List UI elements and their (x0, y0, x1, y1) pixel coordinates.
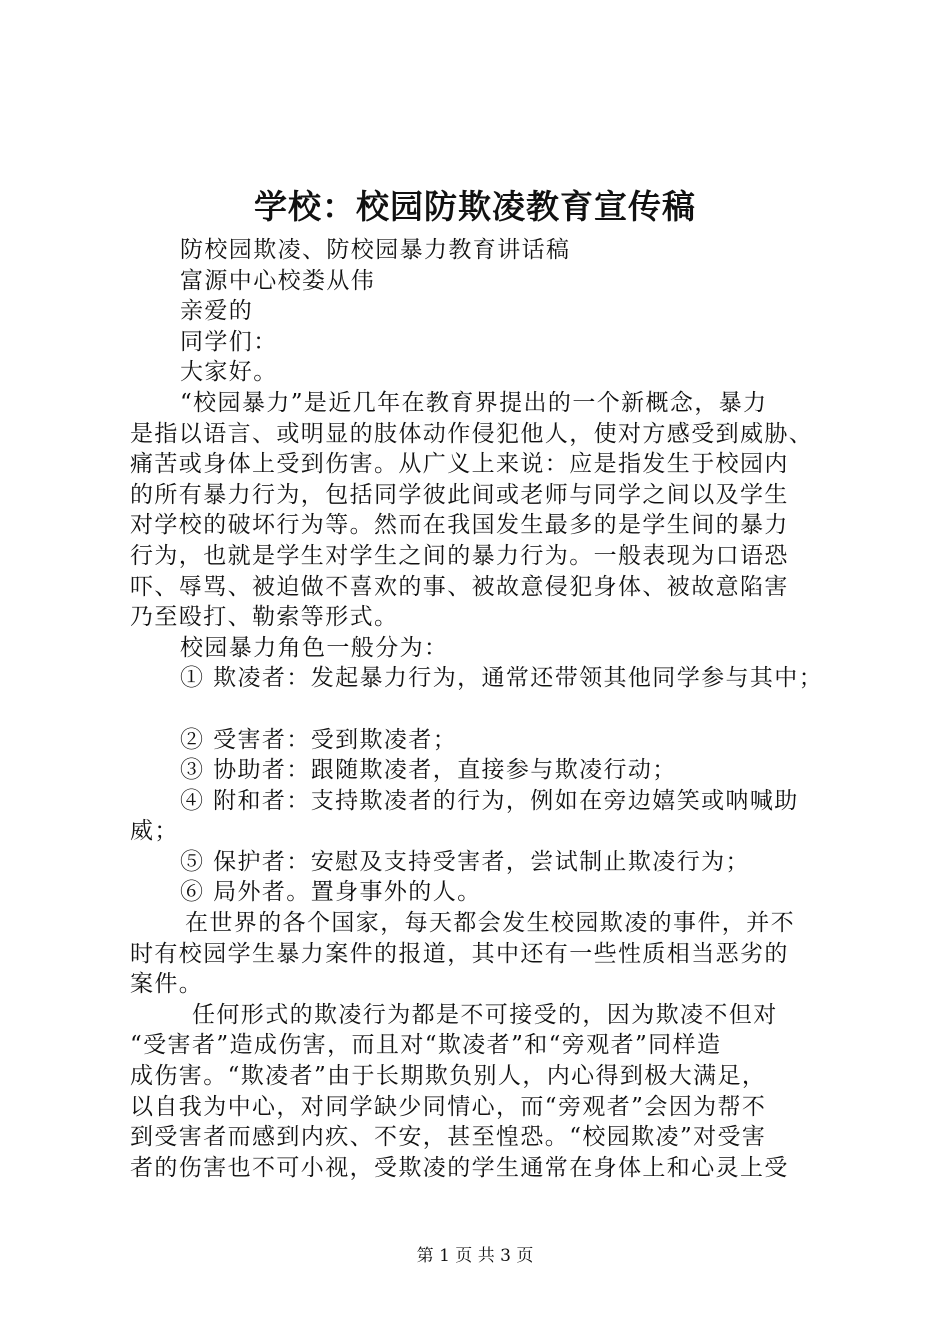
subtitle-line: 防校园欺凌、防校园暴力教育讲话稿 (180, 237, 571, 263)
document-body (130, 235, 836, 1183)
list-item: ① 欺凌者：发起暴力行为，通常还带领其他同学参与其中； (180, 665, 824, 692)
paragraph-line: 时有校园学生暴力案件的报道，其中还有一些性质相当恶劣的 (130, 940, 789, 967)
paragraph-line: 行为，也就是学生对学生之间的暴力行为。一般表现为口语恐 (130, 542, 789, 569)
list-item: ③ 协助者：跟随欺凌者，直接参与欺凌行动； (180, 757, 677, 784)
salutation-line: 亲爱的 (180, 298, 254, 325)
paragraph-line: 成伤害。“欺凌者”由于长期欺负别人，内心得到极大满足， (130, 1063, 767, 1090)
paragraph-line: 痛苦或身体上受到伤害。从广义上来说：应是指发生于校园内 (130, 451, 789, 478)
paragraph-line: 到受害者而感到内疚、不安，甚至惶恐。“校园欺凌”对受害 (130, 1124, 767, 1151)
blank-line (130, 694, 836, 725)
paragraph-line: “受害者”造成伤害，而且对“欺凌者”和“旁观者”同样造 (130, 1032, 722, 1059)
page-number: 第 1 页 共 3 页 (416, 1246, 534, 1266)
paragraph-line: 以自我为中心，对同学缺少同情心，而“旁观者”会因为帮不 (130, 1093, 767, 1120)
paragraph-line: 对学校的破坏行为等。然而在我国发生最多的是学生间的暴力 (130, 512, 789, 539)
paragraph-line: 是指以语言、或明显的肢体动作侵犯他人，使对方感受到威胁、 (130, 420, 814, 447)
list-item: ④ 附和者：支持欺凌者的行为，例如在旁边嬉笑或呐喊助 (180, 787, 799, 814)
paragraph-line: 乃至殴打、勒索等形式。 (130, 604, 399, 631)
salutation-line: 同学们： (180, 328, 278, 355)
paragraph-line: 案件。 (130, 971, 204, 998)
greeting-line: 大家好。 (180, 359, 278, 386)
paragraph-line: 吓、辱骂、被迫做不喜欢的事、被故意侵犯身体、被故意陷害 (130, 573, 789, 600)
list-item: ⑥ 局外者。置身事外的人。 (180, 879, 482, 906)
paragraph-line: 任何形式的欺凌行为都是不可接受的，因为欺凌不但对 (192, 1001, 778, 1028)
list-item: ② 受害者：受到欺凌者； (180, 726, 458, 753)
list-item: ⑤ 保护者：安慰及支持受害者，尝试制止欺凌行为； (180, 848, 750, 875)
paragraph-line: 者的伤害也不可小视，受欺凌的学生通常在身体上和心灵上受 (130, 1154, 789, 1181)
author-line: 富源中心校娄从伟 (180, 267, 376, 294)
document-title: 学校：校园防欺凌教育宣传稿 (254, 187, 696, 226)
list-heading: 校园暴力角色一般分为： (180, 634, 449, 661)
list-item-continuation: 威； (130, 818, 179, 845)
paragraph-line: “校园暴力”是近几年在教育界提出的一个新概念，暴力 (180, 389, 768, 416)
paragraph-line: 的所有暴力行为，包括同学彼此间或老师与同学之间以及学生 (130, 481, 789, 508)
paragraph-line: 在世界的各个国家，每天都会发生校园欺凌的事件，并不 (185, 910, 795, 937)
